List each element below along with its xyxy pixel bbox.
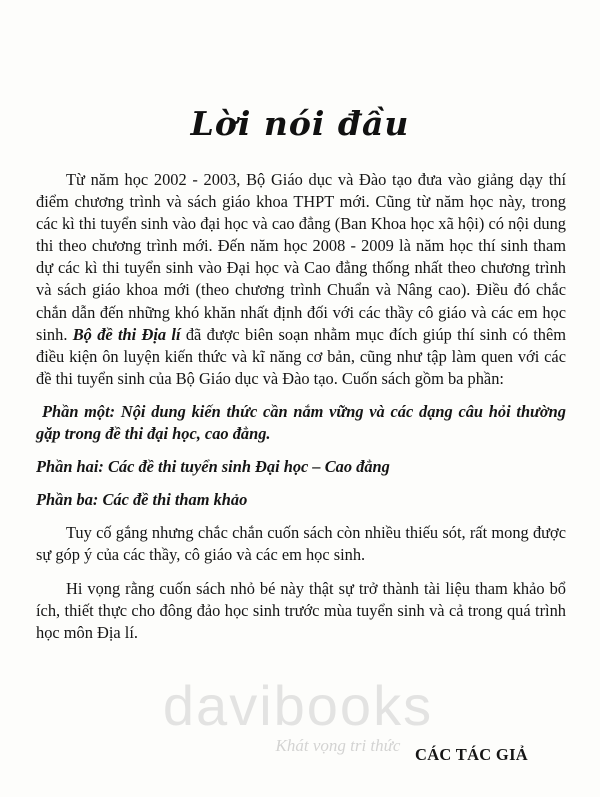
part-three: Phần ba: Các đề thi tham khảo [36,490,248,510]
page-title: Lời nói đầu [190,104,410,143]
paragraph-apology: Tuy cố gắng nhưng chắc chắn cuốn sách còn nhiều thiếu sót, rất mong được sự góp ý của các thầy, cô giáo và các em học sinh. [36,523,566,565]
paragraph-intro [36,169,566,390]
book-title-emphasis: Bộ đề thi Địa lí [72,324,181,344]
paragraph-hope: Hi vọng rằng cuốn sách nhỏ bé này thật sự trở thành tài liệu tham khảo bổ ích, thiết thực cho đông đảo học sinh trước mùa tuyển sinh và cả trong quá trình học môn Địa lí. [36,578,566,642]
part-one: Phần một: Nội dung kiến thức cần nắm vững và các dạng câu hỏi thường gặp trong đề thi đại học, cao đẳng. [36,401,566,444]
part-two: Phần hai: Các đề thi tuyển sinh Đại học – Cao đẳng [36,457,390,477]
watermark [148,676,448,756]
watermark-logo: davibooks [162,674,434,737]
paragraph-intro-text-2: đã được biên soạn nhằm mục đích giúp thí sinh có thêm điều kiện ôn luyện kiến thức và kĩ năng cơ bản, cũng như tập làm quen với các đề thi tuyển sinh của Bộ Giáo dục và Đào tạo. Cuốn sách gồm ba phần: [36,324,566,388]
paragraph-intro-text-1: Từ năm học 2002 - 2003, Bộ Giáo dục và Đào tạo đưa vào giảng dạy thí điểm chương trình và sách giáo khoa THPT mới. Cũng từ năm học này, trong các kì thi tuyển sinh vào đại học và cao đẳng (Ban Khoa học xã hội) có nội dung thi theo chương trình mới. Đến năm học 2008 - 2009 là năm học thí sinh tham dự các kì thi tuyển sinh vào Đại học và Cao đẳng thống nhất theo chương trình và sách giáo khoa mới (theo chương trình Chuẩn và Nâng cao). Điều đó chắc chắn dẫn đến những khó khăn nhất định đối với các thầy cô giáo và các em học sinh. [36,170,566,344]
preface-body [36,169,566,644]
author-signature: CÁC TÁC GIẢ [415,745,529,764]
watermark-slogan: Khát vọng tri thức [275,736,401,755]
